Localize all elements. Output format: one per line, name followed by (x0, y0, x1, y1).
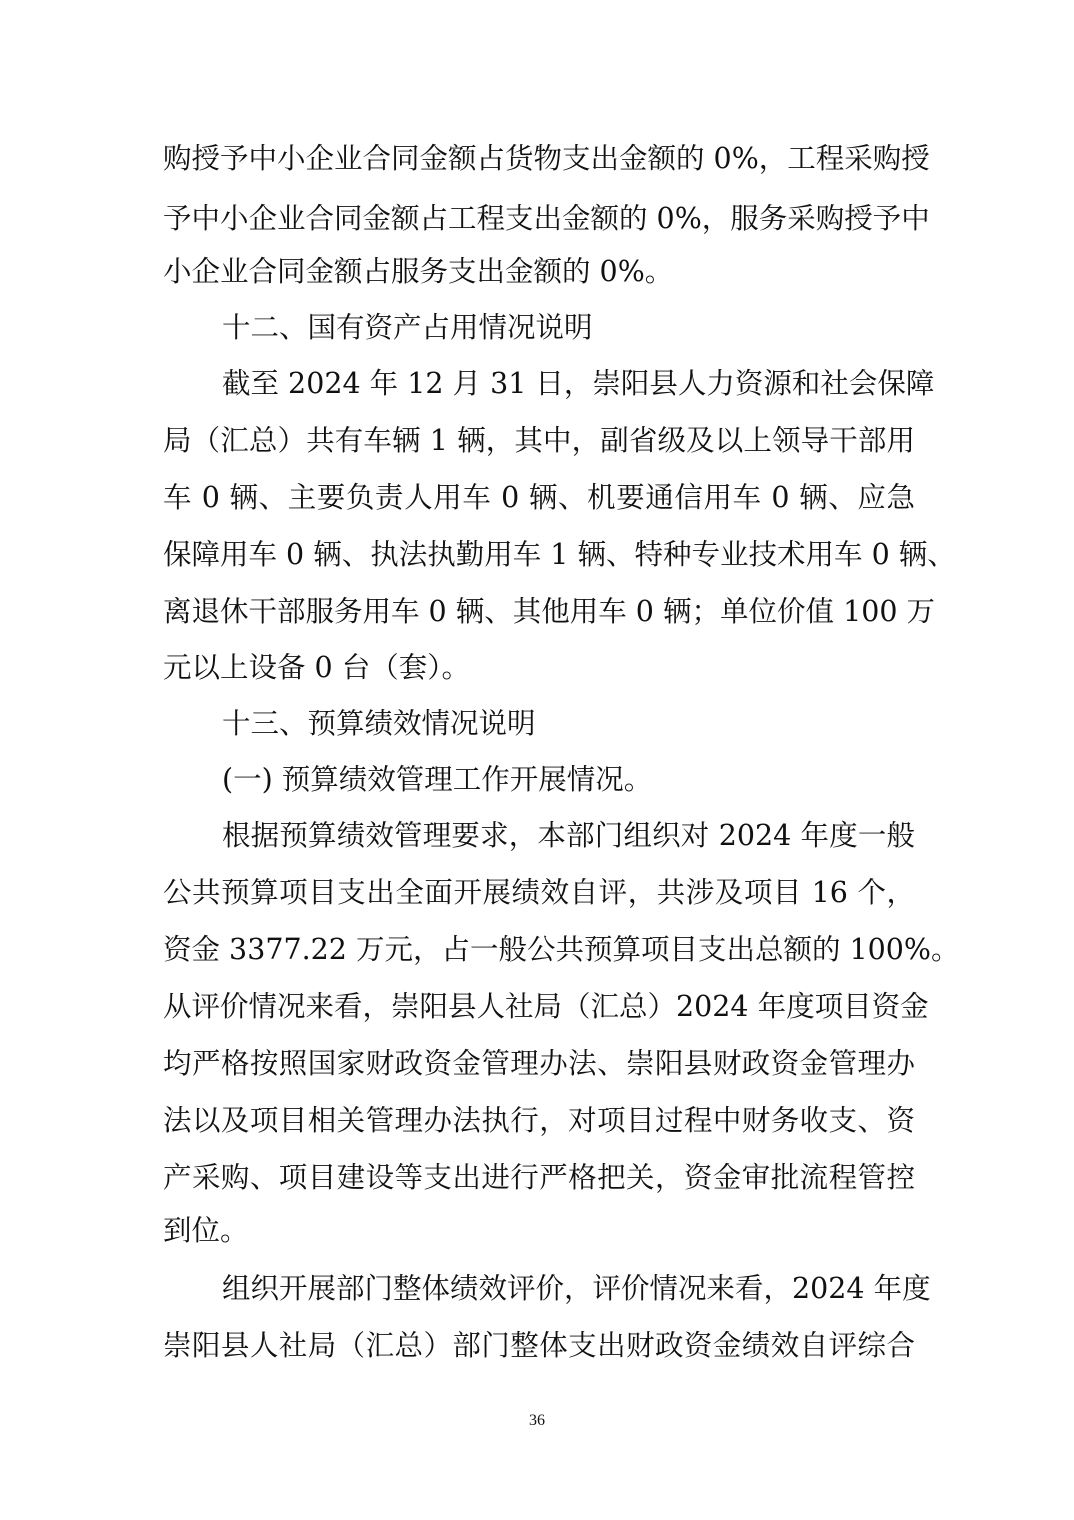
paragraph-line: 从评价情况来看，崇阳县人社局（汇总）2024 年度项目资金 (163, 990, 929, 1023)
paragraph-line: 购授予中小企业合同金额占货物支出金额的 0%，工程采购授 (163, 142, 930, 175)
page-number: 36 (529, 1412, 545, 1429)
paragraph-line: 小企业合同金额占服务支出金额的 0%。 (163, 255, 674, 288)
section-heading-13: 十三、预算绩效情况说明 (222, 707, 536, 740)
paragraph-line: 公共预算项目支出全面开展绩效自评，共涉及项目 16 个， (163, 876, 915, 909)
paragraph-line: 予中小企业合同金额占工程支出金额的 0%，服务采购授予中 (163, 202, 930, 235)
paragraph-line: 根据预算绩效管理要求，本部门组织对 2024 年度一般 (222, 819, 915, 852)
paragraph-line: 到位。 (163, 1214, 249, 1247)
paragraph-line: 组织开展部门整体绩效评价，评价情况来看，2024 年度 (222, 1272, 931, 1305)
paragraph-line: 离退休干部服务用车 0 辆、其他用车 0 辆；单位价值 100 万 (163, 595, 936, 628)
paragraph-line: 资金 3377.22 万元，占一般公共预算项目支出总额的 100%。 (163, 933, 960, 966)
paragraph-line: 元以上设备 0 台（套）。 (163, 651, 471, 684)
section-heading-12: 十二、国有资产占用情况说明 (222, 311, 593, 344)
paragraph-line: 局（汇总）共有车辆 1 辆，其中，副省级及以上领导干部用 (163, 424, 915, 457)
paragraph-line: 均严格按照国家财政资金管理办法、崇阳县财政资金管理办 (163, 1047, 915, 1080)
paragraph-line: 车 0 辆、主要负责人用车 0 辆、机要通信用车 0 辆、应急 (163, 481, 915, 514)
paragraph-line: 保障用车 0 辆、执法执勤用车 1 辆、特种专业技术用车 0 辆、 (163, 538, 956, 571)
paragraph-line: 截至 2024 年 12 月 31 日，崇阳县人力资源和社会保障 (222, 367, 935, 400)
paragraph-line: 产采购、项目建设等支出进行严格把关，资金审批流程管控 (163, 1161, 915, 1194)
subsection-heading: (一) 预算绩效管理工作开展情况。 (222, 763, 653, 796)
paragraph-line: 法以及项目相关管理办法执行，对项目过程中财务收支、资 (163, 1104, 915, 1137)
paragraph-line: 崇阳县人社局（汇总）部门整体支出财政资金绩效自评综合 (163, 1329, 915, 1362)
